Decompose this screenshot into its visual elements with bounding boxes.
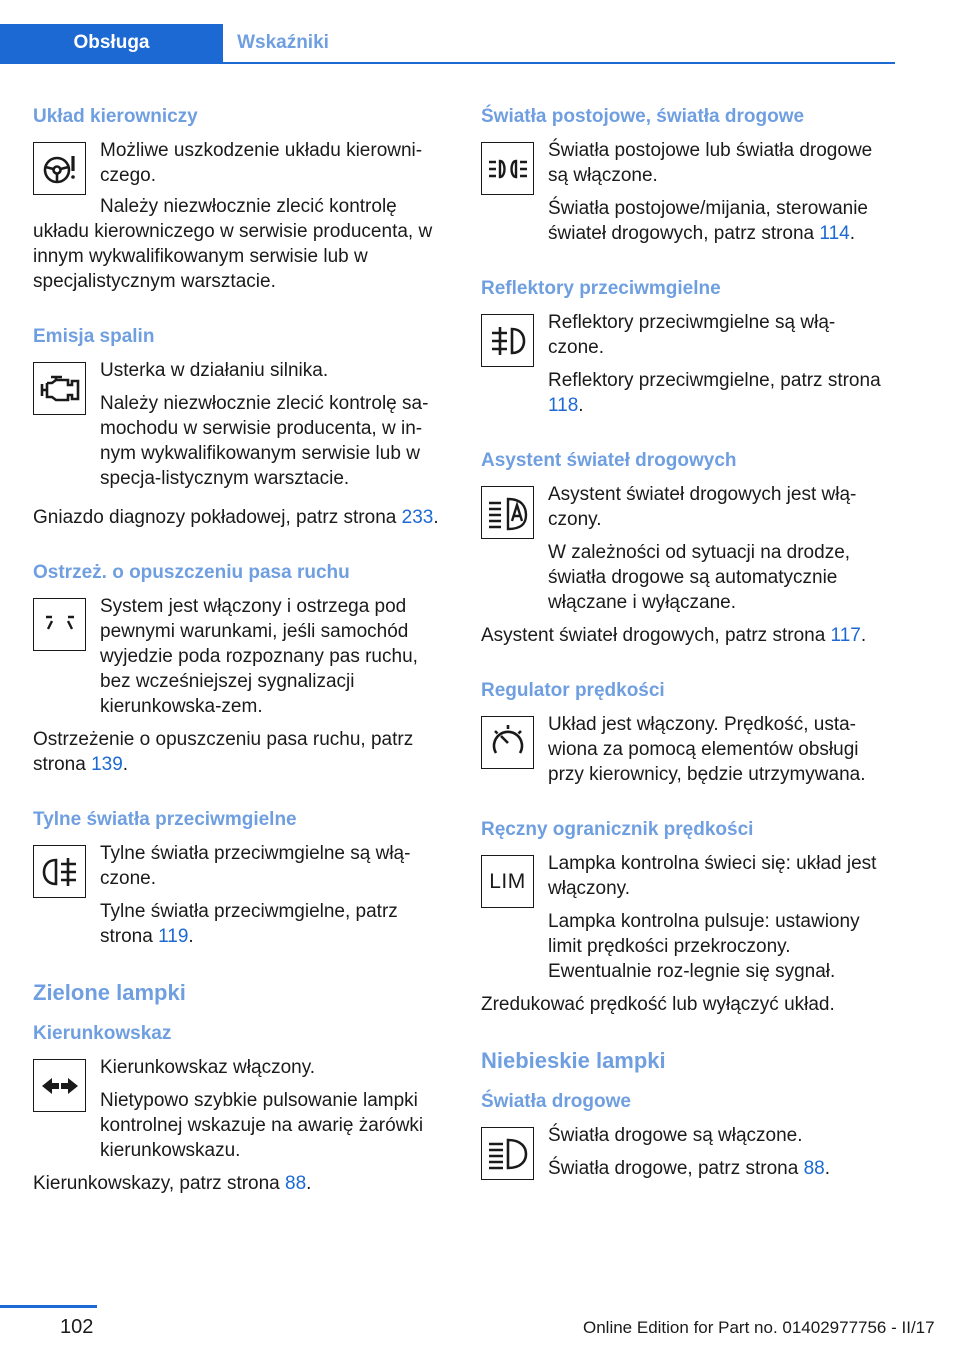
highbeam-assist-text-2: W zależności od sytuacji na drodze, światła drogowe są automatycznie włączane i wyłączane. (548, 542, 851, 613)
edition-note: Online Edition for Part no. 01402977756 - II/17 (583, 1318, 935, 1337)
frontfog-text-2: Reflektory przeciwmgielne, patrz strona 118. (548, 370, 881, 416)
rearfog-page-link[interactable]: 119 (158, 926, 189, 947)
emission-text-1: Usterka w działaniu silnika. (100, 360, 329, 381)
turn-text-1: Kierunkowskaz włączony. (100, 1057, 316, 1078)
entry-turn (33, 1021, 443, 1196)
steering-title: Układ kierowniczy (33, 106, 198, 127)
highbeam-text-1: Światła drogowe są włączone. (548, 1125, 803, 1146)
front-fog-light-icon (481, 314, 534, 367)
turn-text-3: Kierunkowskazy, patrz strona 88. (33, 1173, 312, 1194)
rear-fog-light-icon (33, 845, 86, 898)
cruise-text-1: Układ jest włączony. Prędkość, usta-wiona za pomocą elementów obsługi przy kierownicy, będzie utrzymywana. (548, 714, 866, 785)
steering-warning-icon (33, 142, 86, 195)
turn-title: Kierunkowskaz (33, 1023, 172, 1044)
lane-text-1: System jest włączony i ostrzega pod pewnymi warunkami, jeśli samochód wyjedzie poda rozpoznany pas ruchu, bez wcześniejszej sygnalizacji kierunkowska-zem. (100, 596, 418, 717)
entry-rearfog (33, 807, 443, 949)
highbeam-assist-text-3: Asystent świateł drogowych, patrz strona 117. (481, 625, 867, 646)
lane-title: Ostrzeż. o opuszczeniu pasa ruchu (33, 562, 350, 583)
limiter-text-3: Zredukować prędkość lub wyłączyć układ. (481, 994, 835, 1015)
right-column (481, 104, 891, 1211)
lane-departure-icon (33, 598, 86, 651)
highbeam-title: Światła drogowe (481, 1091, 631, 1112)
high-beam-assistant-icon (481, 486, 534, 539)
highbeam-text-2: Światła drogowe, patrz strona 88. (548, 1158, 830, 1179)
parking-page-link[interactable]: 114 (819, 223, 850, 244)
turn-page-link[interactable]: 88 (285, 1173, 307, 1194)
parking-text-1: Światła postojowe lub światła drogowe są włączone. (548, 140, 873, 186)
tab-obsluga[interactable]: Obsługa (0, 24, 223, 62)
speed-limiter-icon (481, 855, 534, 908)
entry-emission (33, 324, 443, 530)
emission-text-3: Gniazdo diagnozy pokładowej, patrz strona 233. (33, 507, 439, 528)
entry-highbeam (481, 1089, 891, 1181)
turn-text-2: Nietypowo szybkie pulsowanie lampki kontrolnej wskazuje na awarię żarówki kierunkowskazu. (100, 1090, 424, 1161)
lane-text-2: Ostrzeżenie o opuszczeniu pasa ruchu, patrz strona 139. (33, 729, 414, 775)
cruise-control-icon (481, 716, 534, 769)
rearfog-text-1: Tylne światła przeciwmgielne są włą-czone. (100, 843, 411, 889)
parking-text-2: Światła postojowe/mijania, sterowanie świateł drogowych, patrz strona 114. (548, 198, 868, 244)
parking-title: Światła postojowe, światła drogowe (481, 106, 805, 127)
entry-parking (481, 104, 891, 246)
entry-steering (33, 104, 443, 294)
left-column (33, 104, 443, 1226)
rearfog-title: Tylne światła przeciwmgielne (33, 809, 297, 830)
green-lamps-heading: Zielone lampki (33, 980, 186, 1005)
entry-frontfog (481, 276, 891, 418)
entry-cruise (481, 678, 891, 787)
speed-limiter-icon-text: LIM (489, 869, 526, 893)
footer-accent-line (0, 1305, 97, 1308)
header-tabs (0, 24, 895, 64)
page-number: 102 (60, 1316, 94, 1338)
turn-signal-icon (33, 1059, 86, 1112)
highbeam-assist-text-1: Asystent świateł drogowych jest włą-czony. (548, 484, 857, 530)
emission-text-2: Należy niezwłocznie zlecić kontrolę sa-mochodu w serwisie producenta, w in-nym wykwalifikowanym serwisie lub w specja-listycznym warsztacie. (100, 393, 429, 489)
entry-highbeam-assist (481, 448, 891, 648)
highbeam-assist-page-link[interactable]: 117 (830, 625, 861, 646)
tab-wskazniki[interactable]: Wskaźniki (237, 32, 329, 53)
entry-lane (33, 560, 443, 777)
limiter-text-1: Lampka kontrolna świeci się: układ jest włączony. (548, 853, 877, 899)
frontfog-text-1: Reflektory przeciwmgielne są włą-czone. (548, 312, 836, 358)
rearfog-text-2: Tylne światła przeciwmgielne, patrz strona 119. (100, 901, 398, 947)
frontfog-page-link[interactable]: 118 (548, 395, 579, 416)
frontfog-title: Reflektory przeciwmgielne (481, 278, 721, 299)
highbeam-page-link[interactable]: 88 (803, 1158, 825, 1179)
lane-page-link[interactable]: 139 (91, 754, 123, 775)
emission-title: Emisja spalin (33, 326, 155, 347)
cruise-title: Regulator prędkości (481, 680, 665, 701)
steering-text-2: Należy niezwłocznie zlecić kontrolę układu kierowniczego w serwisie producenta, w innym wykwalifikowanym serwisie lub w specjalistycznym warsztacie. (33, 196, 433, 292)
highbeam-assist-title: Asystent świateł drogowych (481, 450, 737, 471)
steering-text-1: Możliwe uszkodzenie układu kierowni-czego. (100, 140, 423, 186)
emission-page-link[interactable]: 233 (401, 507, 434, 528)
entry-limiter (481, 817, 891, 1017)
parking-lights-icon (481, 142, 534, 195)
high-beam-icon (481, 1127, 534, 1180)
blue-lamps-heading: Niebieskie lampki (481, 1048, 666, 1073)
limiter-text-2: Lampka kontrolna pulsuje: ustawiony limit prędkości przekroczony. Ewentualnie roz-legnie się sygnał. (548, 911, 860, 982)
limiter-title: Ręczny ogranicznik prędkości (481, 819, 754, 840)
engine-icon (33, 362, 86, 415)
